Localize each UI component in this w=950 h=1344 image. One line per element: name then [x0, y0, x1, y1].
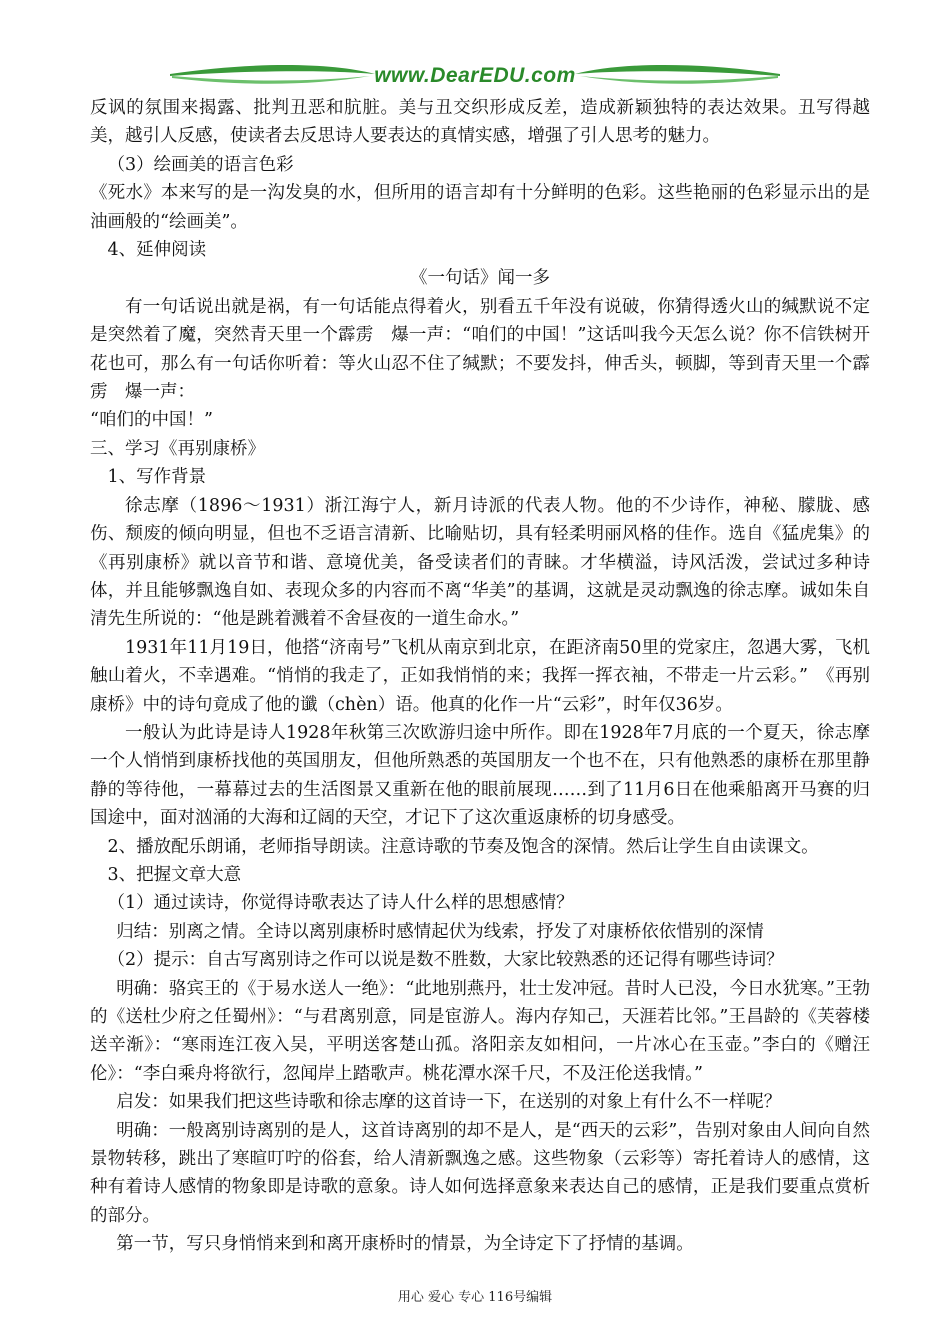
- document-body: [90, 94, 870, 1259]
- question: （1）通过读诗，你觉得诗歌表达了诗人什么样的思想感情？: [107, 893, 574, 914]
- answer: 明确：一般离别诗离别的是人，这首诗离别的却不是人，是“西天的云彩”，告别对象由人间向自然景物转移，跳出了寒暄叮咛的俗套，给人清新飘逸之感。这些物象（云彩等）寄托着诗人的感情，这种有着诗人感情的物象即是诗歌的意象。诗人如何选择意象来表达自己的感情，正是我们要重点赏析的部分。: [90, 1120, 870, 1226]
- section-heading: 1、写作背景: [107, 467, 207, 488]
- answer: 明确：骆宾王的《于易水送人一绝》：“此地别燕丹，壮士发冲冠。昔时人已没，今日水犹寒。”王勃的《送杜少府之任蜀州》：“与君离别意，同是宦游人。海内存知己，天涯若比邻。”王昌龄的《芙蓉楼送辛渐》：“寒雨连江夜入吴，平明送客楚山孤。洛阳亲友如相问，一片冰心在玉壶。”李白的《赠汪伦》：“李白乘舟将欲行，忽闻岸上踏歌声。桃花潭水深千尺，不及汪伦送我情。”: [90, 978, 870, 1084]
- page-footer: 用心 爱心 专心 116号编辑: [397, 1290, 553, 1305]
- paragraph: 徐志摩（1896～1931）浙江海宁人，新月诗派的代表人物。他的不少诗作，神秘、朦胧、感伤、颓废的倾向明显，但也不乏语言清新、比喻贴切，具有轻柔明丽风格的佳作。选自《猛虎集》的《再别康桥》就以音节和谐、意境优美，备受读者们的青睐。才华横溢，诗风活泼，尝试过多种诗体，并且能够飘逸自如、表现众多的内容而不离“华美”的基调，这就是灵动飘逸的徐志摩。诚如朱自清先生所说的：“他是跳着溅着不舍昼夜的一道生命水。”: [90, 495, 870, 630]
- paragraph: 《死水》本来写的是一沟发臭的水，但所用的语言却有十分鲜明的色彩。这些艳丽的色彩显示出的是油画般的“绘画美”。: [90, 183, 870, 232]
- section-heading: 4、延伸阅读: [107, 240, 207, 261]
- section-heading: （3）绘画美的语言色彩: [107, 154, 294, 175]
- site-url: www.DearEDU.com: [374, 64, 576, 87]
- section-heading: 三、学习《再别康桥》: [90, 438, 265, 459]
- paragraph: 第一节，写只身悄悄来到和离开康桥时的情景，为全诗定下了抒情的基调。: [116, 1234, 694, 1255]
- paragraph: 一般认为此诗是诗人1928年秋第三次欧游归途中所作。即在1928年7月底的一个夏天，徐志摩一个人悄悄到康桥找他的英国朋友，但他所熟悉的英国朋友一个也不在，只有他熟悉的康桥在那里静静的等待他，一幕幕过去的生活图景又重新在他的眼前展现……到了11月6日在他乘船离开马赛的归国途中，面对汹涌的大海和辽阔的天空，才记下了这次重返康桥的切身感受。: [90, 722, 870, 829]
- poem-text: “咱们的中国！”: [90, 410, 213, 431]
- section-heading: 3、把握文章大意: [107, 864, 242, 885]
- poem-text: 有一句话说出就是祸，有一句话能点得着火，别看五千年没有说破，你猜得透火山的缄默说不定是突然着了魔，突然青天里一个霹雳 爆一声：“咱们的中国！”这话叫我今天怎么说？你不信铁树开花也可，那么有一句话你听着：等火山忍不住了缄默；不要发抖，伸舌头，顿脚，等到青天里一个霹雳 爆一声：: [90, 296, 870, 403]
- header-banner: [170, 56, 780, 90]
- paragraph: 2、播放配乐朗诵，老师指导朗读。注意诗歌的节奏及饱含的深情。然后让学生自由读课文。: [107, 836, 819, 857]
- question: （2）提示：自古写离别诗之作可以说是数不胜数，大家比较熟悉的还记得有哪些诗词？: [107, 950, 784, 971]
- answer: 归结：别离之情。全诗以离别康桥时感情起伏为线索，抒发了对康桥依依惜别的深情: [116, 921, 764, 942]
- poem-title: 《一句话》闻一多: [410, 268, 550, 289]
- paragraph: 1931年11月19日，他搭“济南号”飞机从南京到北京，在距济南50里的党家庄，忽遇大雾，飞机触山着火，不幸遇难。“悄悄的我走了，正如我悄悄的来；我挥一挥衣袖，不带走一片云彩。” 《再别康桥》中的诗句竟成了他的谶（chèn）语。他真的化作一片“云彩”，时年仅36岁。: [90, 637, 870, 715]
- question: 启发：如果我们把这些诗歌和徐志摩的这首诗一下，在送别的对象上有什么不一样呢？: [116, 1092, 782, 1113]
- paragraph: 反讽的氛围来揭露、批判丑恶和肮脏。美与丑交织形成反差，造成新颖独特的表达效果。丑写得越美，越引人反感，使读者去反思诗人要表达的真情实感，增强了引人思考的魅力。: [90, 98, 870, 147]
